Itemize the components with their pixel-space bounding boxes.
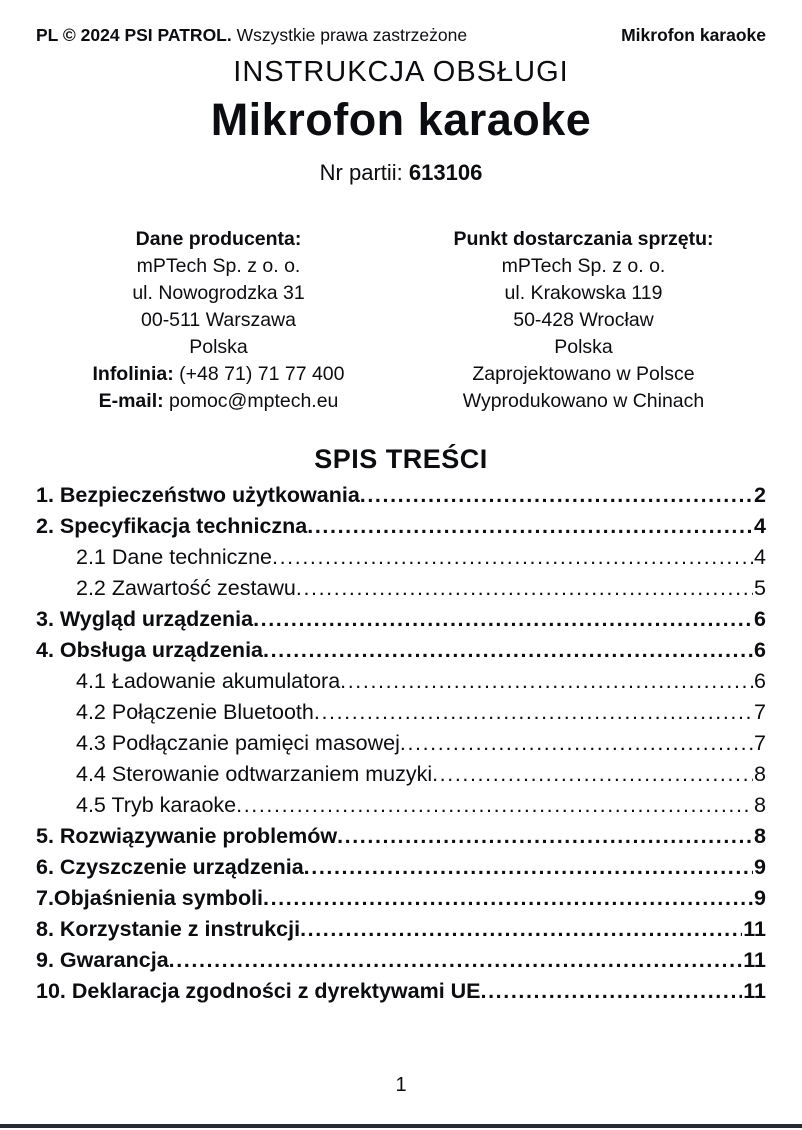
address-line: E-mail: pomoc@mptech.eu [98,390,339,412]
batch-number-line [36,160,766,186]
address-line: Polska [554,336,613,358]
toc-entry-label: 4.4 Sterowanie odtwarzaniem muzyki [76,762,433,786]
toc-leader-dots [304,852,753,883]
toc-entry-page: 8 [754,824,766,848]
toc-entry-label: 8. Korzystanie z instrukcji [36,917,301,941]
toc-entry-page: 4 [754,545,766,569]
toc-entry [36,976,766,1007]
toc-leader-dots [481,976,743,1007]
toc-entry [36,635,766,666]
manufacturer-heading: Dane producenta: [135,228,302,250]
toc-entry-label: 7.Objaśnienia symboli [36,886,264,910]
page-header [36,25,766,46]
toc-entry-label: 4.3 Podłączanie pamięci masowej [76,731,400,755]
footer-bar [0,1124,802,1128]
batch-label: Nr partii: [319,160,409,185]
toc-entry-label: 10. Deklaracja zgodności z dyrektywami UE [36,979,481,1003]
address-line: 50-428 Wrocław [513,309,654,331]
toc-entry [36,728,766,759]
toc-entry-page: 7 [754,700,766,724]
toc-entry-label: 4.2 Połączenie Bluetooth [76,700,314,724]
toc-entry-label: 2.2 Zawartość zestawu [76,576,296,600]
toc-leader-dots [314,697,753,728]
toc-entry-label: 4. Obsługa urządzenia [36,638,263,662]
toc-entry-page: 5 [754,576,766,600]
toc-entry-label: 2. Specyfikacja techniczna [36,514,308,538]
address-line: mPTech Sp. z o. o. [501,255,666,277]
toc-leader-dots [340,666,753,697]
toc-entry [36,604,766,635]
toc-entry-label: 4.5 Tryb karaoke [76,793,237,817]
delivery-lines [401,253,766,415]
toc-leader-dots [263,635,753,666]
copyright-bold: PL © 2024 PSI PATROL. [36,25,232,45]
toc-entry-label: 3. Wygląd urządzenia [36,607,254,631]
toc-entry-page: 9 [754,855,766,879]
toc-entry-page: 11 [743,948,766,972]
toc-leader-dots [432,759,753,790]
toc-entry-page: 9 [754,886,766,910]
manual-title: INSTRUKCJA OBSŁUGI [233,56,569,88]
toc-entry [36,790,766,821]
toc-entry-label: 6. Czyszczenie urządzenia [36,855,304,879]
toc-entry-page: 11 [743,917,766,941]
toc-leader-dots [263,883,753,914]
toc-entry-page: 6 [754,669,766,693]
toc-leader-dots [236,790,753,821]
toc-entry [36,852,766,883]
toc-leader-dots [272,542,753,573]
manufacturer-lines [36,253,401,415]
toc-entry [36,666,766,697]
address-line: Infolinia: (+48 71) 71 77 400 [92,363,345,385]
address-line: ul. Nowogrodzka 31 [132,282,305,304]
toc-entry-page: 6 [754,638,766,662]
toc-entry [36,759,766,790]
address-line: Zaprojektowano w Polsce [472,363,695,385]
toc-entry [36,883,766,914]
toc-entry-page: 8 [754,793,766,817]
address-line: Wyprodukowano w Chinach [462,390,705,412]
toc-entry [36,480,766,511]
toc-leader-dots [300,914,742,945]
product-title: Mikrofon karaoke [210,94,592,145]
toc-entry [36,697,766,728]
toc-leader-dots [296,573,753,604]
toc-entry [36,542,766,573]
header-product-name: Mikrofon karaoke [621,25,766,45]
page-number: 1 [395,1074,407,1096]
toc-list [36,480,766,1007]
toc-entry [36,573,766,604]
toc-entry-page: 8 [754,762,766,786]
address-section [36,226,766,415]
manufacturer-info [36,226,401,415]
toc-entry-label: 4.1 Ładowanie akumulatora [76,669,341,693]
address-line: 00-511 Warszawa [141,309,296,331]
toc-entry-page: 11 [743,979,766,1003]
toc-entry [36,511,766,542]
toc-entry-label: 2.1 Dane techniczne [76,545,273,569]
toc-entry-page: 7 [754,731,766,755]
toc-entry-label: 1. Bezpieczeństwo użytkowania [36,483,360,507]
address-line: mPTech Sp. z o. o. [136,255,301,277]
toc-entry [36,821,766,852]
toc-entry [36,945,766,976]
toc-leader-dots [400,728,753,759]
toc-leader-dots [360,480,753,511]
toc-leader-dots [337,821,753,852]
toc-heading: SPIS TREŚCI [314,444,488,474]
toc-entry [36,914,766,945]
delivery-heading: Punkt dostarczania sprzętu: [453,228,714,250]
delivery-info [401,226,766,415]
address-line: Polska [189,336,248,358]
toc-leader-dots [307,511,753,542]
copyright-regular: Wszystkie prawa zastrzeżone [231,25,468,45]
batch-number: 613106 [408,160,483,185]
toc-entry-page: 4 [754,514,766,538]
toc-entry-page: 2 [754,483,766,507]
toc-entry-label: 9. Gwarancja [36,948,169,972]
toc-entry-label: 5. Rozwiązywanie problemów [36,824,338,848]
address-line: ul. Krakowska 119 [504,282,663,304]
copyright-text [36,25,467,46]
toc-leader-dots [253,604,753,635]
toc-entry-page: 6 [754,607,766,631]
toc-leader-dots [169,945,743,976]
